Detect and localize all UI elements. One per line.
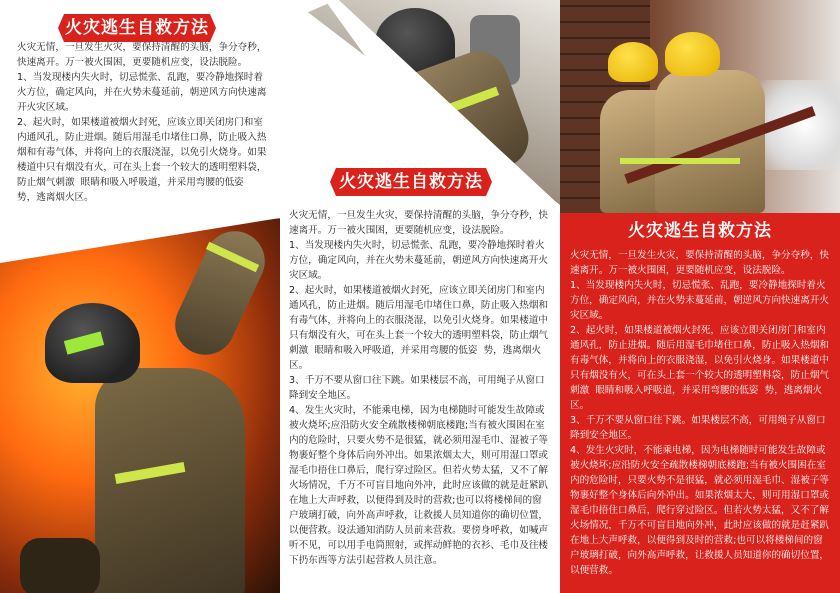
- panel3-title: 火灾逃生自救方法: [628, 221, 772, 241]
- firefighters-hose-photo: [560, 0, 840, 213]
- panel2-title: 火灾逃生自救方法: [336, 168, 486, 196]
- left-panel: [0, 0, 280, 593]
- panel1-title: 火灾逃生自救方法: [64, 14, 210, 42]
- panel2-text: 火灾无情，一旦发生火灾，要保持清醒的头脑，争分夺秒，快速离开。万一被火围困，更要随机应变，设法脱险。 1、当发现楼内失火时，切忌慌张、乱跑，要冷静地探时着火方位，确定风向，并在火势未蔓延前，朝逆风方向快速离开火灾区域。 2、起火时，如果楼道被烟火封死，应该立即关闭房门和室内通风孔，防止进烟。随后用湿毛巾堵住口鼻，防止吸入热烟和有毒气体，并将向上的衣服浇湿，以免引火烧身。如果楼道中只有烟没有火，可在头上套一个较大的透明塑料袋，防止烟气刺激 眼睛和吸入呼吸道，并采用弯腰的低姿 势，逃离烟火区。 3、千万不要从窗口往下跳。如果楼层不高，可用绳子从窗口降到安全地区。 4、发生火灾时，不能乘电梯，因为电梯随时可能发生故障或被火烧坏;应沿防火安全疏散楼梯朝底楼跑;当有被火围困在室内的危险时，只要火势不是很猛，就必须用湿毛巾、湿被子等物裹好整个身体后向外冲出。如果浓烟太大，则可用湿口罩或湿毛巾捂住口鼻后，爬行穿过险区。但若火势太猛，又不了解火场情况，千万不可盲目地向外冲，此时应该做的就是赶紧趴在地上大声呼救，以便得到及时的营救;也可以将楼梯间的窗户玻璃打破，向外高声呼救，让救援人员知道你的确切位置，以便营救。设法通知消防人员前来营救。要傍身呼救，如喊声听不见，可以用手电筒照射，或挥动鲜艳的衣衫、毛巾及往楼下扔东西等方法引起营救人员注意。: [289, 210, 549, 566]
- middle-panel: [280, 0, 560, 593]
- right-panel: [560, 0, 840, 593]
- panel3-text: 火灾无情，一旦发生火灾，要保持清醒的头脑，争分夺秒，快速离开。万一被火围困，更要随机应变，设法脱险。 1、当发现楼内失火时，切忌慌张、乱跑，要冷静地探时着火方位，确定风向，并在火势未蔓延前，朝逆风方向快速离开火灾区域。 2、起火时，如果楼道被烟火封死，应该立即关闭房门和室内通风孔，防止进烟。随后用湿毛巾堵住口鼻，防止吸入热烟和有毒气体，并将向上的衣服浇湿，以免引火烧身。如果楼道中只有烟没有火，可在头上套一个较大的透明塑料袋，防止烟气刺激 眼睛和吸入呼吸道，并采用弯腰的低姿 势，逃离烟火区。 3、千万不要从窗口往下跳。如果楼层不高，可用绳子从窗口降到安全地区。 4、发生火灾时，不能乘电梯，因为电梯随时可能发生故障或被火烧坏;应沿防火安全疏散楼梯朝底楼跑;当有被火围困在室内的危险时，只要火势不是很猛，就必须用湿毛巾、湿被子等物裹好整个身体后向外冲出。如果浓烟太大，则可用湿口罩或湿毛巾捂住口鼻后，爬行穿过险区。但若火势太猛，又不了解火场情况，千万不可盲目地向外冲，此时应该做的就是赶紧趴在地上大声呼救，以便得到及时的营救;也可以将楼梯间的窗户玻璃打破，向外高声呼救，让救援人员知道你的确切位置，以便营救。: [570, 250, 830, 576]
- panel1-text: 火灾无情，一旦发生火灾，要保持清醒的头脑，争分夺秒，快速离开。万一被火围困，更要随机应变，设法脱险。 1、当发现楼内失火时，切忌慌张、乱跑，要冷静地探时着火方位，确定风向，并在火势未蔓延前，朝逆风方向快速离开火灾区域。 2、起火时，如果楼道被烟火封死，应该立即关闭房门和室内通风孔，防止进烟。随后用湿毛巾堵住口鼻，防止吸入热烟和有毒气体，并将向上的衣服浇湿，以免引火烧身。如果楼道中只有烟没有火，可在头上套一个较大的透明塑料袋，防止烟气刺激 眼睛和吸入呼吸道，并采用弯腰的低姿 势，逃离烟火区。: [17, 42, 267, 203]
- firefighter-photo-left: [0, 218, 280, 593]
